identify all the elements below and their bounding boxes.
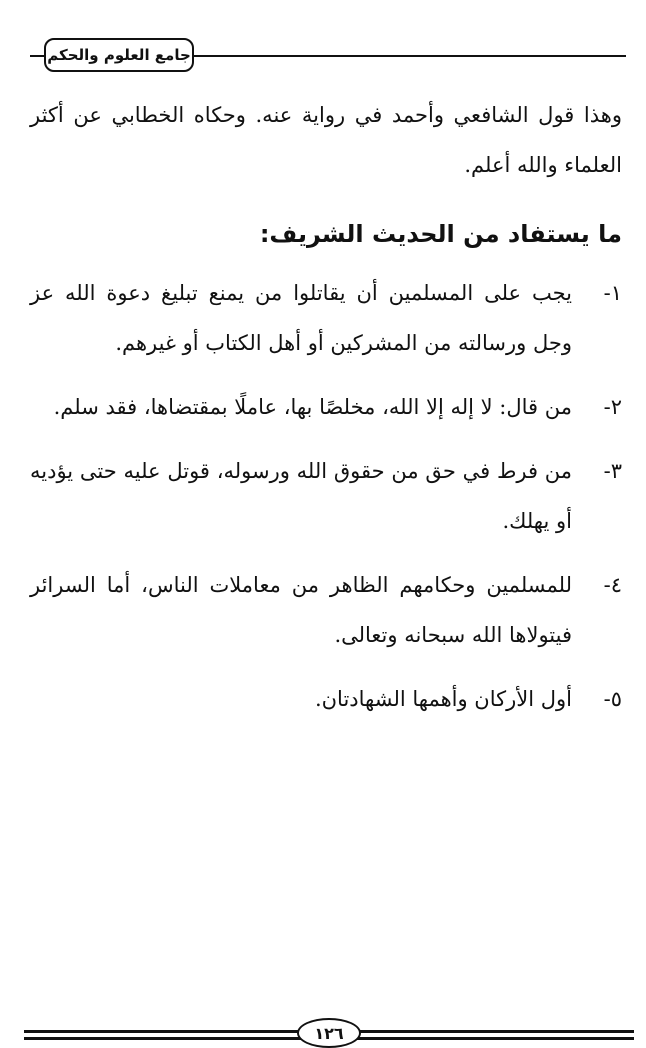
page-body bbox=[30, 90, 622, 738]
list-item bbox=[30, 268, 622, 368]
running-header-title: جامع العلوم والحكم bbox=[47, 46, 191, 64]
list-item bbox=[30, 560, 622, 660]
list-item-text: أول الأركان وأهمها الشهادتان. bbox=[314, 687, 572, 711]
list-item-number: ٣- bbox=[603, 459, 622, 483]
running-header-box bbox=[44, 38, 194, 72]
list-item-text: من قال: لا إله إلا الله، مخلصًا بها، عاملًا بمقتضاها، فقد سلم. bbox=[53, 395, 572, 419]
section-heading: ما يستفاد من الحديث الشريف: bbox=[259, 220, 622, 248]
list-item-number: ٥- bbox=[603, 687, 622, 711]
list-item-number: ٢- bbox=[603, 395, 622, 419]
list-item-text: يجب على المسلمين أن يقاتلوا من يمنع تبليغ دعوة الله عز وجل ورسالته من المشركين أو أهل الكتاب أو غيرهم. bbox=[30, 281, 572, 355]
list-item-number: ١- bbox=[603, 281, 622, 305]
list-item-number: ٤- bbox=[603, 573, 622, 597]
list-item bbox=[30, 382, 622, 432]
list-item-text: من فرط في حق من حقوق الله ورسوله، قوتل عليه حتى يؤديه أو يهلك. bbox=[30, 459, 572, 533]
intro-paragraph: وهذا قول الشافعي وأحمد في رواية عنه. وحكاه الخطابي عن أكثر العلماء والله أعلم. bbox=[30, 103, 622, 177]
page-number: ١٢٦ bbox=[314, 1023, 344, 1043]
page-number-oval bbox=[297, 1018, 361, 1048]
list-item bbox=[30, 674, 622, 724]
list-item bbox=[30, 446, 622, 546]
list-item-text: للمسلمين وحكامهم الظاهر من معاملات الناس، أما السرائر فيتولاها الله سبحانه وتعالى. bbox=[30, 573, 572, 647]
